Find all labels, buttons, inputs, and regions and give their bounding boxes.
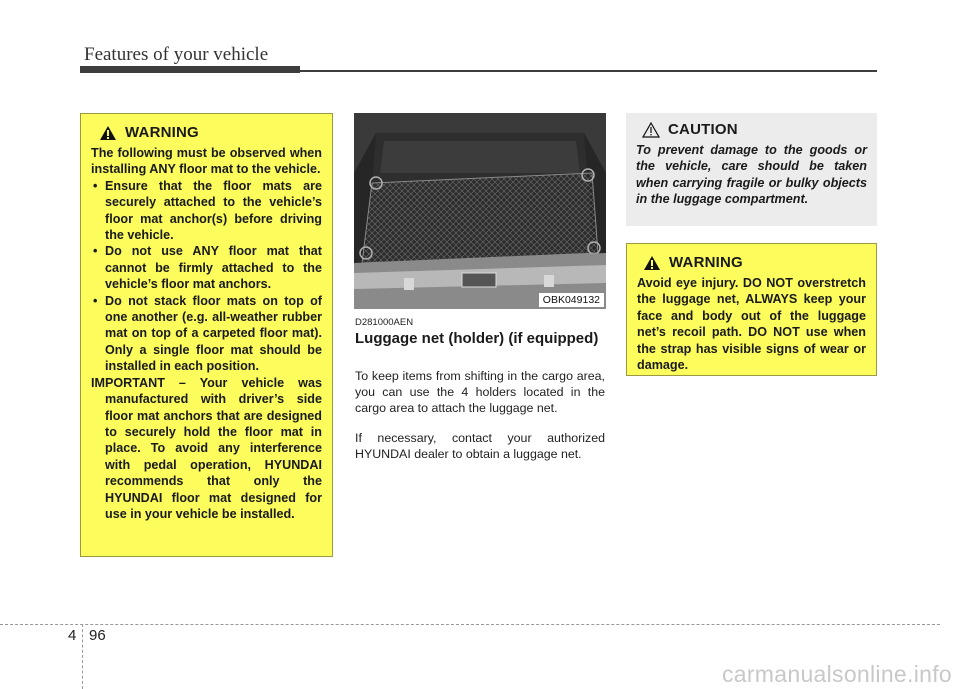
caution-body: To prevent damage to the goods or the vehicle, care should be taken when carrying fragile or bulky objects in the luggage compartment.: [636, 143, 867, 207]
section-paragraph: To keep items from shifting in the cargo area, you can use the 4 holders located in the cargo area to attach the luggage net.: [355, 369, 605, 416]
page-number: 96: [89, 627, 106, 644]
header-rule-thick: [80, 66, 300, 73]
floor-mat-warning-box: [80, 113, 333, 557]
warning-body: Avoid eye injury. DO NOT overstretch the luggage net, ALWAYS keep your face and body out of the luggage net’s recoil path. DO NOT use when the strap has visible signs of wear or damage.: [637, 276, 866, 373]
footer-divider: [82, 624, 83, 689]
warning-title: WARNING: [125, 124, 199, 141]
caution-title: CAUTION: [668, 121, 738, 138]
warning-bullet: • Do not stack floor mats on top of one another (e.g. all-weather rubber mat on top of a carpeted floor mat). Only a single floor mat should be installed in each position.: [91, 293, 322, 375]
watermark: carmanualsonline.info: [721, 661, 952, 687]
warning-triangle-icon: [643, 255, 661, 271]
luggage-net-warning-box: [626, 243, 877, 376]
header-title: Features of your vehicle: [84, 44, 269, 65]
caution-triangle-icon: [642, 122, 660, 138]
section-paragraph: If necessary, contact your authorized HYUNDAI dealer to obtain a luggage net.: [355, 431, 605, 462]
warning-important-note: IMPORTANT – Your vehicle was manufactured with driver’s side floor mat anchors that are designed to securely hold the floor mat in place. To avoid any interference with pedal operation, HYUNDAI recommends that only the HYUNDAI floor mat designed for use in your vehicle be installed.: [91, 375, 322, 521]
luggage-net-photo: [354, 113, 606, 309]
caution-box: [626, 113, 877, 226]
warning-heading: [643, 254, 866, 271]
header-rule-thin: [296, 70, 877, 72]
warning-body: [91, 145, 322, 522]
caution-heading: [642, 121, 867, 138]
chapter-number: 4: [68, 627, 77, 644]
warning-bullet: • Ensure that the floor mats are securely attached to the vehicle’s floor mat anchor(s) before driving the vehicle.: [91, 178, 322, 244]
section-title: Luggage net (holder) (if equipped): [355, 330, 599, 347]
warning-title: WARNING: [669, 254, 743, 271]
cargo-area-illustration: [354, 113, 606, 309]
warning-heading: [99, 124, 322, 141]
photo-reference-code: OBK049132: [539, 293, 604, 307]
footer-rule: [0, 624, 940, 625]
section-code: D281000AEN: [355, 317, 414, 328]
warning-triangle-icon: [99, 125, 117, 141]
warning-intro: The following must be observed when installing ANY floor mat to the vehicle.: [91, 146, 322, 177]
warning-bullet: • Do not use ANY floor mat that cannot be firmly attached to the vehicle’s floor mat anchors.: [91, 243, 322, 292]
